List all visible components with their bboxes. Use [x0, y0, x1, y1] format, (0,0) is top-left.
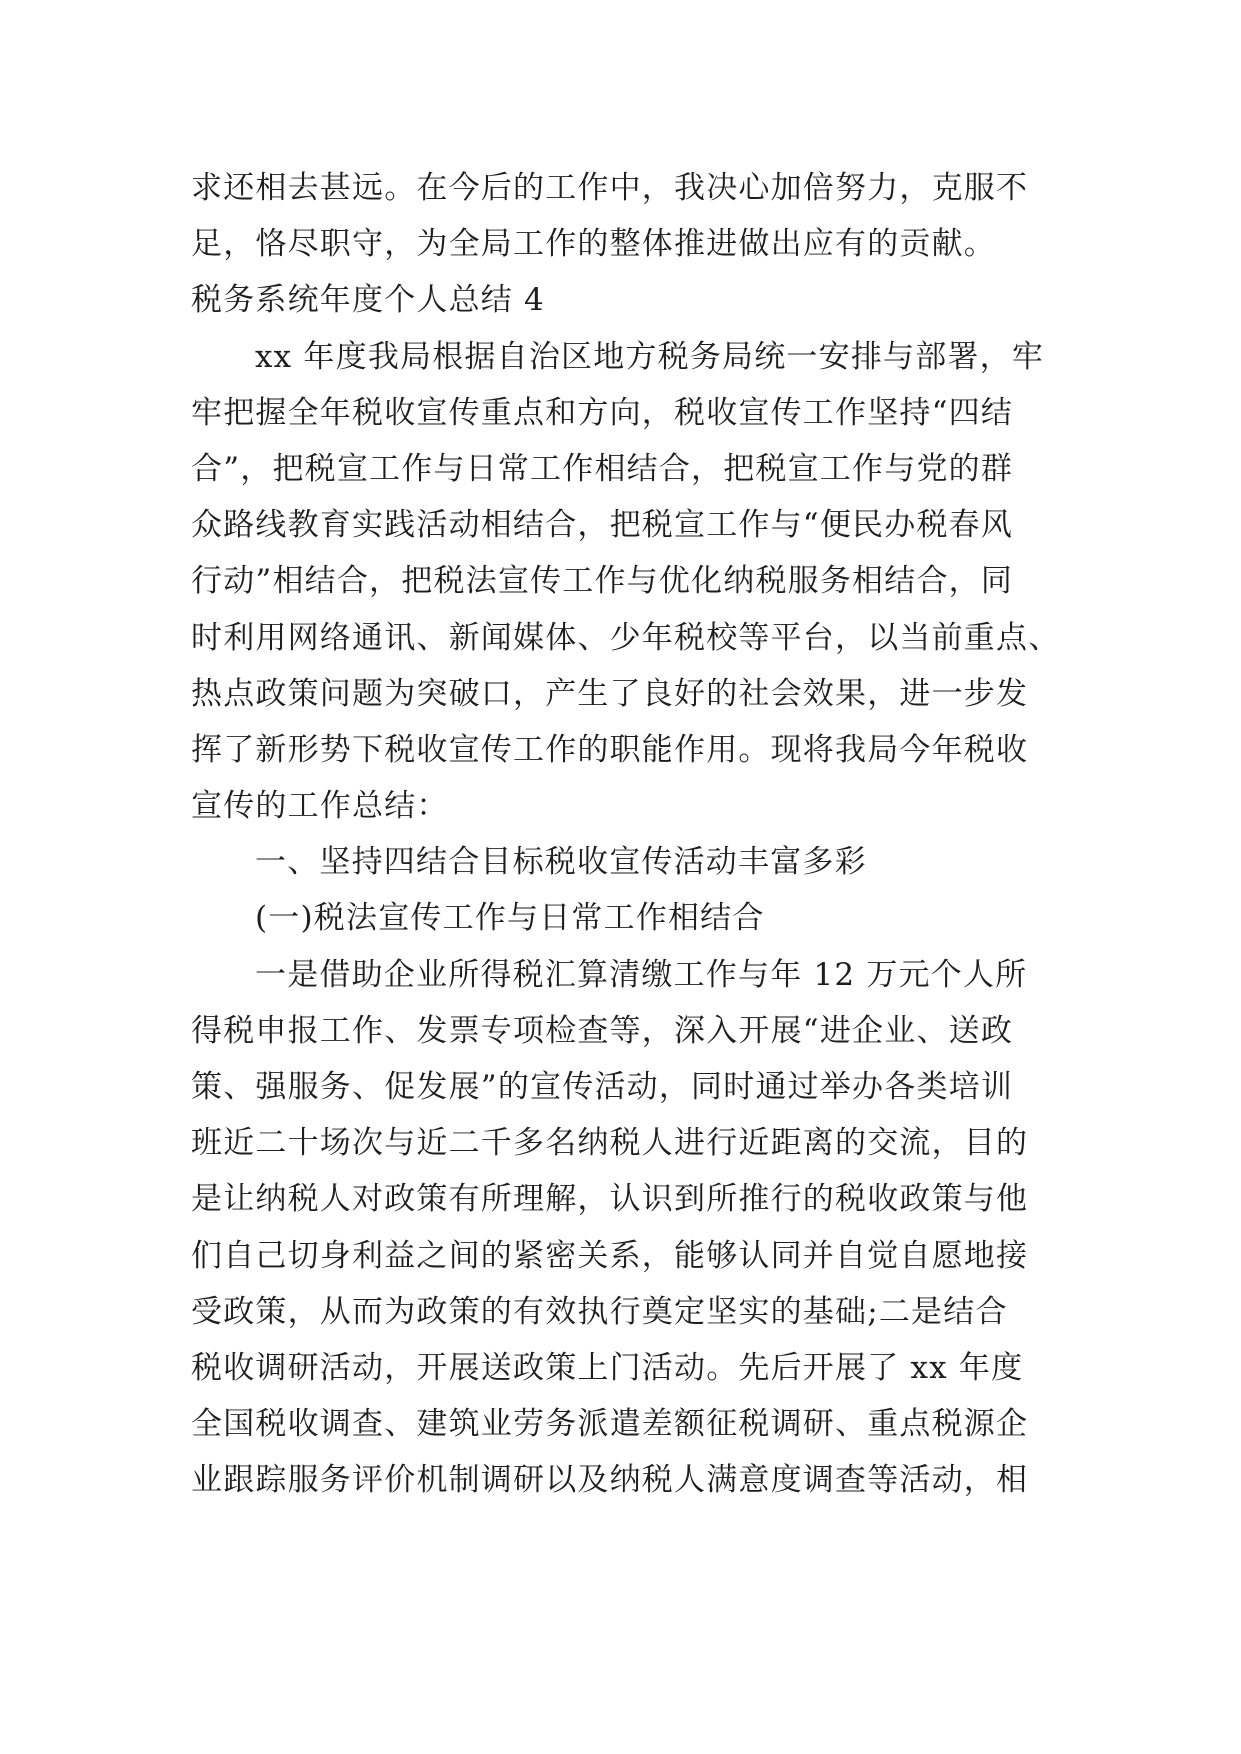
text-line: 受政策，从而为政策的有效执行奠定坚实的基础;二是结合 — [191, 1293, 1008, 1330]
text-line: 宣传的工作总结： — [191, 788, 449, 825]
text-line: (一)税法宣传工作与日常工作相结合 — [255, 900, 765, 937]
text-line: 全国税收调查、建筑业劳务派遣差额征税调研、重点税源企 — [191, 1406, 1029, 1443]
text-line: 业跟踪服务评价机制调研以及纳税人满意度调查等活动，相 — [191, 1462, 1029, 1499]
document-body — [191, 160, 1071, 1509]
text-line: 税收调研活动，开展送政策上门活动。先后开展了 xx 年度 — [191, 1349, 1024, 1386]
text-line: 求还相去甚远。在今后的工作中，我决心加倍努力，克服不 — [191, 170, 1029, 206]
text-line: 合”，把税宣工作与日常工作相结合，把税宣工作与党的群 — [191, 450, 1014, 487]
text-line: 一、坚持四结合目标税收宣传活动丰富多彩 — [255, 844, 867, 881]
text-line: 行动”相结合，把税法宣传工作与优化纳税服务相结合，同 — [191, 563, 1014, 600]
text-line: 税务系统年度个人总结 4 — [191, 282, 545, 319]
text-line: 热点政策问题为突破口，产生了良好的社会效果，进一步发 — [191, 675, 1029, 712]
text-line: 们自己切身利益之间的紧密关系，能够认同并自觉自愿地接 — [191, 1237, 1029, 1274]
text-line: 足，恪尽职守，为全局工作的整体推进做出应有的贡献。 — [191, 226, 996, 263]
text-line: 牢把握全年税收宣传重点和方向，税收宣传工作坚持“四结 — [191, 394, 1014, 431]
text-line: xx 年度我局根据自治区地方税务局统一安排与部署，牢 — [255, 338, 1045, 375]
text-line: 挥了新形势下税收宣传工作的职能作用。现将我局今年税收 — [191, 731, 1029, 768]
text-line: 策、强服务、促发展”的宣传活动，同时通过举办各类培训 — [191, 1069, 1014, 1105]
text-line: 一是借助企业所得税汇算清缴工作与年 12 万元个人所 — [255, 956, 1028, 993]
text-line: 时利用网络通讯、新闻媒体、少年税校等平台，以当前重点、 — [191, 619, 1061, 656]
text-line: 得税申报工作、发票专项检查等，深入开展“进企业、送政 — [191, 1012, 1014, 1049]
text-line: 众路线教育实践活动相结合，把税宣工作与“便民办税春风 — [191, 507, 1014, 544]
text-line: 班近二十场次与近二千多名纳税人进行近距离的交流，目的 — [191, 1125, 1029, 1162]
text-line: 是让纳税人对政策有所理解，认识到所推行的税收政策与他 — [191, 1181, 1029, 1218]
